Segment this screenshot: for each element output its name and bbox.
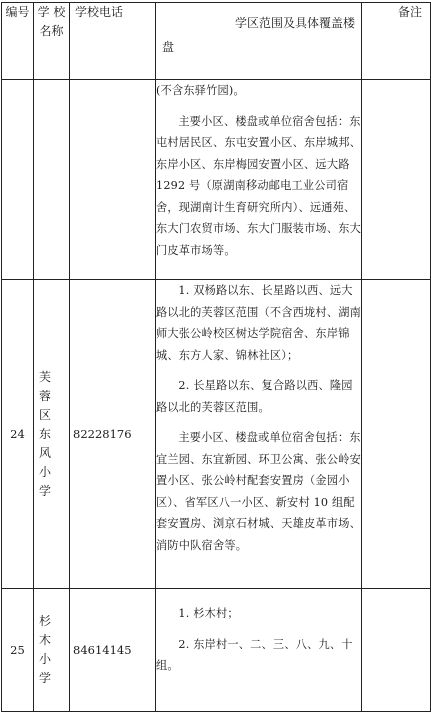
range-paragraph: 主要小区、楼盘或单位宿舍包括：东宜兰园、东宜新园、环卫公寓、张公岭安置小区、张公岭村配套安置房（金园小区）、省军区八一小区、新安村 10 组配套安置房、浏京石材城、天雄皮革市场、消防中队宿舍等。 — [156, 431, 361, 552]
header-name-line2: 名称 — [39, 24, 64, 38]
table-row — [2, 280, 431, 589]
row-district-range — [156, 80, 362, 280]
table-row — [2, 589, 431, 712]
row-school-name — [34, 80, 70, 280]
row-no — [2, 80, 34, 280]
row-school-name: 芙蓉区东风小学 — [34, 280, 70, 589]
range-paragraph: 1. 杉木村； — [178, 607, 239, 620]
row-school-name: 杉木小学 — [34, 589, 70, 712]
header-note: 备注 — [362, 3, 431, 80]
range-paragraph: 主要小区、楼盘或单位宿舍包括：东屯村居民区、东屯安置小区、东岸城邦、东岸小区、东岸梅园安置小区、远大路 1292 号（原湖南移动邮电工业公司宿舍，现湖南计生育研究所内）、远通苑、东大门农贸市场、东大门服装市场、东大门皮革市场等。 — [156, 114, 361, 257]
row-phone: 84614145 — [70, 589, 156, 712]
table-header-row — [2, 3, 431, 80]
range-paragraph: 2. 长星路以东、复合路以西、隆园路以北的芙蓉区范围。 — [156, 379, 353, 414]
row-phone: 82228176 — [70, 280, 156, 589]
header-district-range — [156, 3, 362, 80]
row-note — [362, 80, 431, 280]
range-paragraph: (不含东驿竹园)。 — [156, 84, 245, 97]
row-no: 25 — [2, 589, 34, 712]
row-district-range — [156, 589, 362, 712]
header-range-line2: 盘 — [162, 40, 175, 54]
header-phone: 学校电话 — [70, 3, 156, 80]
row-phone — [70, 80, 156, 280]
row-note — [362, 280, 431, 589]
header-range-line1: 学区范围及具体覆盖楼 — [234, 16, 355, 30]
school-district-table — [1, 2, 431, 712]
range-paragraph: 2. 东岸村一、二、三、八、九、十组。 — [156, 637, 353, 672]
row-note — [362, 589, 431, 712]
table-row — [2, 80, 431, 280]
row-no: 24 — [2, 280, 34, 589]
header-no: 编号 — [2, 3, 34, 80]
range-paragraph: 1. 双杨路以东、长星路以西、远大路以北的芙蓉区范围（不含西垅村、湖南师大张公岭校区树达学院宿舍、东岸锦城、东方人家、锦林社区）； — [156, 284, 361, 362]
header-school-name — [34, 3, 70, 80]
row-district-range — [156, 280, 362, 589]
header-name-line1: 学 校 — [37, 5, 66, 19]
